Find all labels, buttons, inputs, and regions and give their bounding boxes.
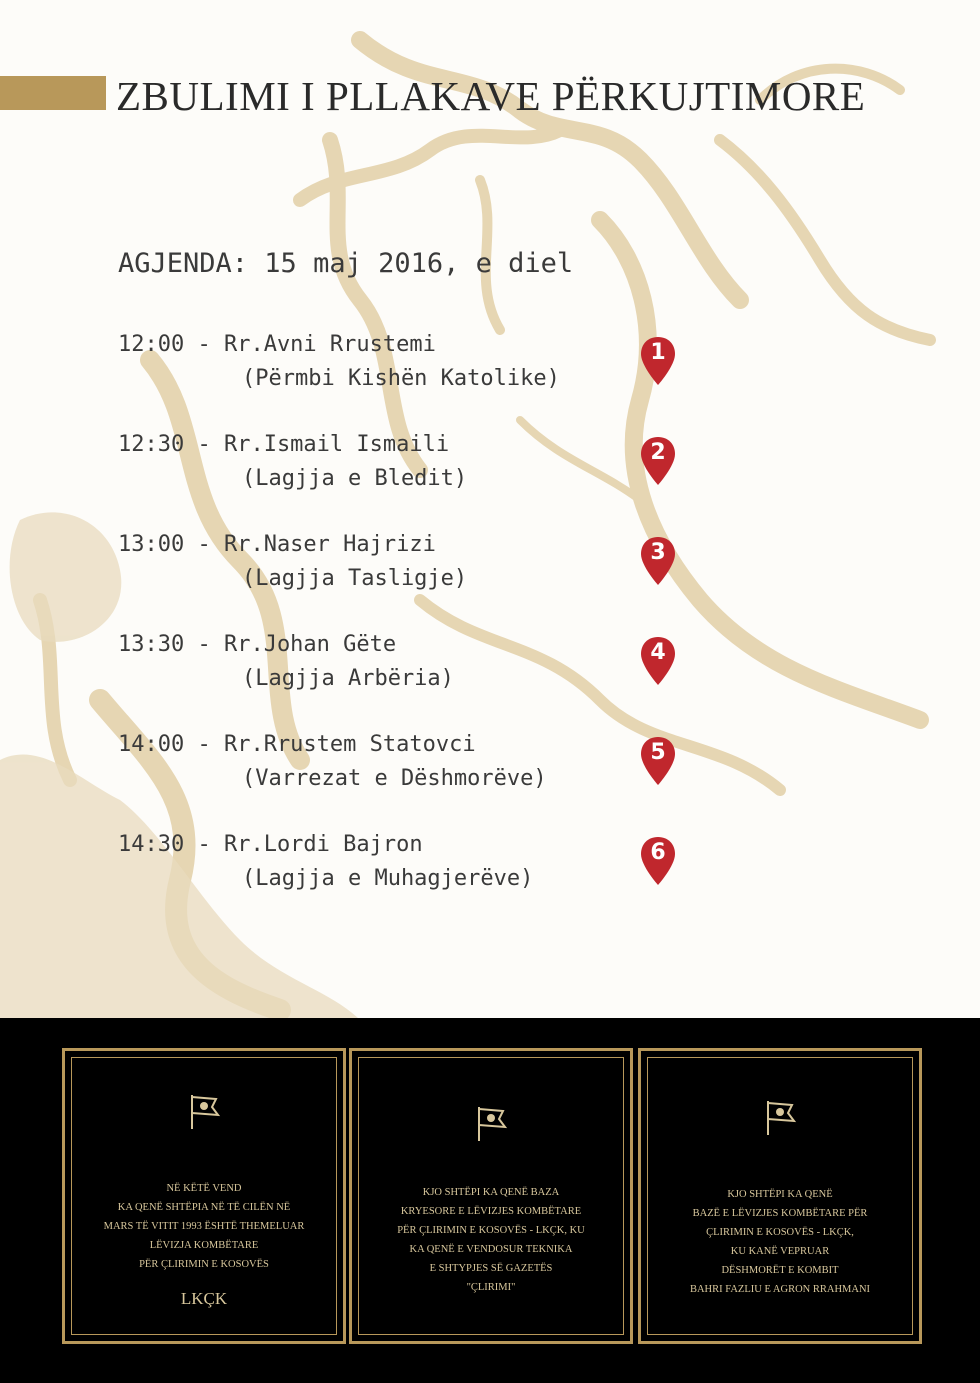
map-pin-number: 2	[650, 440, 666, 465]
plaque-1	[62, 1048, 346, 1344]
map-pin-icon	[639, 336, 677, 386]
agenda-item-location: (Lagjja Tasligje)	[242, 566, 468, 591]
map-pin-number: 6	[650, 840, 666, 865]
agenda-item	[118, 832, 718, 912]
map-pin-icon	[639, 536, 677, 586]
agenda-item-time-street: 14:00 - Rr.Rrustem Statovci	[118, 732, 476, 757]
agenda-item-location: (Përmbi Kishën Katolike)	[242, 366, 560, 391]
title-accent-bar	[0, 76, 106, 110]
agenda-item-time-street: 14:30 - Rr.Lordi Bajron	[118, 832, 423, 857]
flag-emblem-icon	[182, 1091, 226, 1141]
plaque-3-text: KJO SHTËPI KA QENË BAZË E LËVIZJES KOMBËTARE PËR ÇLIRIMIN E KOSOVËS - LKÇK, KU KANË VEPRUAR DËSHMORËT E KOMBIT BAHRI FAZLIU E AGRON RRAHMANI	[689, 1189, 871, 1295]
map-pin-number: 5	[650, 740, 666, 765]
agenda-item-location: (Varrezat e Dëshmorëve)	[242, 766, 547, 791]
flag-emblem-icon	[758, 1097, 802, 1147]
page-title: ZBULIMI I PLLAKAVE PËRKUJTIMORE	[116, 73, 866, 119]
map-pin-icon	[639, 436, 677, 486]
agenda-item	[118, 532, 718, 612]
map-pin-icon	[639, 736, 677, 786]
plaque-2-text: KJO SHTËPI KA QENË BAZA KRYESORE E LËVIZJES KOMBËTARE PËR ÇLIRIMIN E KOSOVËS - LKÇK, KU KA QENË E VENDOSUR TEKNIKA E SHTYPJES SË GAZETËS "ÇLIRIMI"	[397, 1187, 585, 1293]
plaque-1-signature: LKÇK	[180, 1289, 228, 1308]
plaque-1-text: NË KËTË VEND KA QENË SHTËPIA NË TË CILËN NË MARS TË VITIT 1993 ËSHTË THEMELUAR LËVIZJA KOMBËTARE PËR ÇLIRIMIN E KOSOVËS	[103, 1183, 305, 1270]
plaque-3	[638, 1048, 922, 1344]
agenda-item	[118, 432, 718, 512]
map-pin-number: 4	[650, 640, 666, 665]
agenda-item-time-street: 12:30 - Rr.Ismail Ismaili	[118, 432, 450, 457]
agenda-item	[118, 632, 718, 712]
agenda-item	[118, 332, 718, 412]
agenda-date: AGJENDA: 15 maj 2016, e diel	[118, 248, 574, 279]
map-pin-number: 3	[650, 540, 666, 565]
agenda-item-location: (Lagjja e Bledit)	[242, 466, 468, 491]
flag-emblem-icon	[469, 1103, 513, 1153]
plaque-2	[349, 1048, 633, 1344]
map-pin-icon	[639, 636, 677, 686]
agenda-item-time-street: 13:30 - Rr.Johan Gëte	[118, 632, 397, 657]
agenda-item	[118, 732, 718, 812]
agenda-item-time-street: 12:00 - Rr.Avni Rrustemi	[118, 332, 436, 357]
map-pin-number: 1	[650, 340, 666, 365]
agenda-item-time-street: 13:00 - Rr.Naser Hajrizi	[118, 532, 436, 557]
agenda-item-location: (Lagjja Arbëria)	[242, 666, 454, 691]
agenda-item-location: (Lagjja e Muhagjerëve)	[242, 866, 534, 891]
map-pin-icon	[639, 836, 677, 886]
